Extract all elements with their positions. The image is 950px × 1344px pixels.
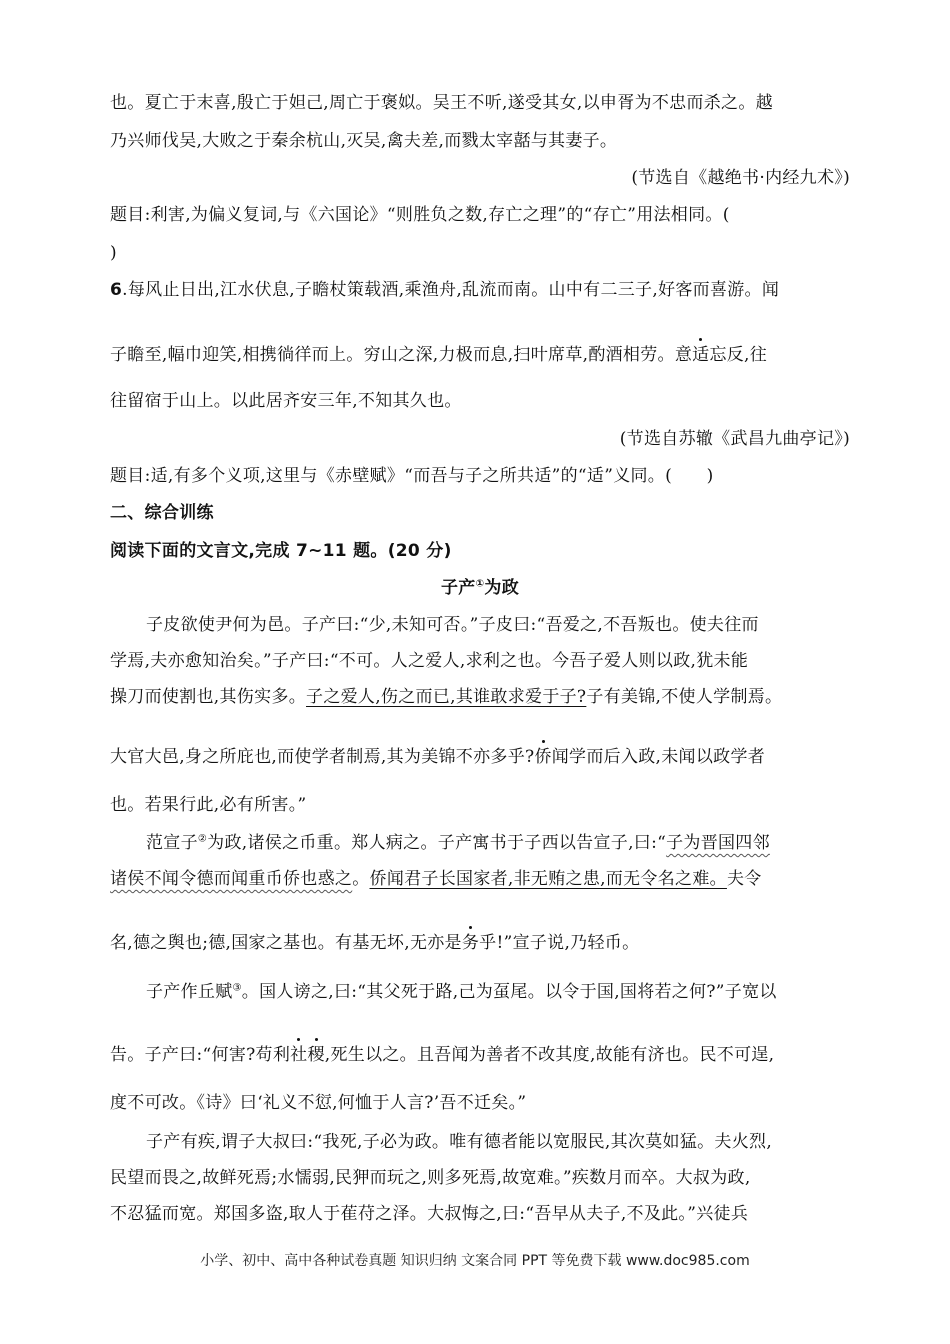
p2-line-2-end: 夫令 <box>726 869 762 889</box>
emphasis-dot-char: 稷 <box>307 1045 325 1065</box>
q6-line-1-text: .每风止日出,江水伏息,子瞻杖策载酒,乘渔舟,乱流而南。山中有二三子,好客而喜游。闻 <box>122 280 780 300</box>
q6-line-1 <box>110 279 850 301</box>
emphasis-dot-char: 社 <box>290 1045 308 1065</box>
section-instruction: 阅读下面的文言文,完成 7~11 题。(20 分) <box>110 541 452 561</box>
p2-line-1-b: 为政,诸侯之币重。郑人病之。子产寓书于子西以告宣子,曰:“ <box>207 833 667 853</box>
wavy-underlined-text: 诸侯不闻令德而闻重币侨也惑之 <box>110 869 353 889</box>
p2-line-2 <box>110 868 850 890</box>
footnote-mark-1: ① <box>475 578 485 590</box>
passage-title <box>110 577 850 599</box>
footnote-mark-2: ② <box>197 833 208 845</box>
intro-question-line-1: 题目:利害,为偏义复词,与《六国论》“则胜负之数,存亡之理”的“存亡”用法相同。( <box>110 205 730 225</box>
p1-line-4-b: 闻学而后入政,未闻以政学者 <box>551 747 766 767</box>
p3-line-2-b: ,死生以之。且吾闻为善者不改其度,故能有济也。民不可逞, <box>324 1045 775 1065</box>
q6-source: (节选自苏辙《武昌九曲亭记》) <box>619 429 850 449</box>
p3-line-2 <box>110 1044 850 1066</box>
underlined-sentence-1: 子之爱人,伤之而已,其谁敢求爱于子? <box>306 687 587 707</box>
p1-line-3 <box>110 686 850 708</box>
p3-line-1-b: 。国人谤之,曰:“其父死于路,己为虿尾。以令于国,国将若之何?”子宽以 <box>241 982 777 1002</box>
p2-line-1-a: 范宣子 <box>146 833 198 853</box>
p4-line-3: 不忍猛而宽。郑国多盗,取人于萑苻之泽。大叔悔之,曰:“吾早从夫子,不及此。”兴徒兵 <box>110 1204 749 1224</box>
underlined-sentence-2: 侨闻君子长国家者,非无贿之患,而无令名之难。 <box>369 869 727 889</box>
section-heading: 二、综合训练 <box>110 503 214 523</box>
intro-line-1: 也。夏亡于末喜,殷亡于妲己,周亡于褒姒。吴王不听,遂受其女,以申胥为不忠而杀之。越 <box>110 93 773 113</box>
p3-line-1 <box>146 981 850 1003</box>
p2-line-1 <box>146 832 850 854</box>
q6-line-2 <box>110 344 850 366</box>
p4-line-1: 子产有疾,谓子大叔曰:“我死,子必为政。唯有德者能以宽服民,其次莫如猛。夫火烈, <box>146 1132 773 1152</box>
intro-line-2: 乃兴师伐吴,大败之于秦余杭山,灭吴,禽夫差,而戮太宰嚭与其妻子。 <box>110 131 618 151</box>
q6-number: 6 <box>110 280 123 300</box>
passage-title-a: 子产 <box>441 578 476 598</box>
emphasis-dot-char: 侨 <box>534 747 552 767</box>
emphasis-dot-char: 适 <box>692 345 710 365</box>
passage-title-b: 为政 <box>484 578 519 598</box>
p2-line-3-a: 名,德之舆也;德,国家之基也。有基无坏,无亦是 <box>110 933 462 953</box>
p3-line-2-a: 告。子产曰:“何害?苟利 <box>110 1045 291 1065</box>
p3-line-1-a: 子产作丘赋 <box>146 982 233 1002</box>
p1-line-1: 子皮欲使尹何为邑。子产曰:“少,未知可否。”子皮曰:“吾爱之,不吾叛也。使夫往而 <box>146 615 759 635</box>
emphasis-dot-char: 务 <box>461 933 480 953</box>
q6-line-3: 往留宿于山上。以此居齐安三年,不知其久也。 <box>110 391 462 411</box>
p1-line-3-a: 操刀而使割也,其伤实多。 <box>110 687 307 707</box>
p1-line-3-b: 子有美锦,不使人学制焉。 <box>586 687 783 707</box>
p4-line-2: 民望而畏之,故鲜死焉;水懦弱,民狎而玩之,则多死焉,故宽难。”疾数月而卒。大叔为政, <box>110 1168 751 1188</box>
wavy-underlined-text: 子为晋国四邻 <box>666 833 770 853</box>
p2-line-3 <box>110 932 850 954</box>
p2-line-2-mid: 。 <box>352 869 370 889</box>
p2-line-3-b: 乎!”宣子说,乃轻币。 <box>479 933 640 953</box>
q6-line-2-a: 子瞻至,幅巾迎笑,相携徜徉而上。穷山之深,力极而息,扫叶席草,酌酒相劳。意 <box>110 345 693 365</box>
p3-line-3: 度不可改。《诗》曰‘礼义不愆,何恤于人言?’吾不迁矣。” <box>110 1093 527 1113</box>
footnote-mark-3: ③ <box>232 982 242 994</box>
q6-question: 题目:适,有多个义项,这里与《赤壁赋》“而吾与子之所共适”的“适”义同。( ) <box>110 466 714 486</box>
p1-line-2: 学焉,夫亦愈知治矣。”子产曰:“不可。人之爱人,求利之也。今吾子爱人则以政,犹未能 <box>110 651 749 671</box>
intro-source: (节选自《越绝书·内经九术》) <box>631 168 850 188</box>
p1-line-5: 也。若果行此,必有所害。” <box>110 795 307 815</box>
intro-question-line-2: ) <box>110 243 117 263</box>
q6-line-2-b: 忘反,往 <box>709 345 768 365</box>
page-footer: 小学、初中、高中各种试卷真题 知识归纳 文案合同 PPT 等免费下载 www.doc985.com <box>200 1253 750 1269</box>
p1-line-4-a: 大官大邑,身之所庇也,而使学者制焉,其为美锦不亦多乎? <box>110 747 535 767</box>
p1-line-4 <box>110 746 850 768</box>
